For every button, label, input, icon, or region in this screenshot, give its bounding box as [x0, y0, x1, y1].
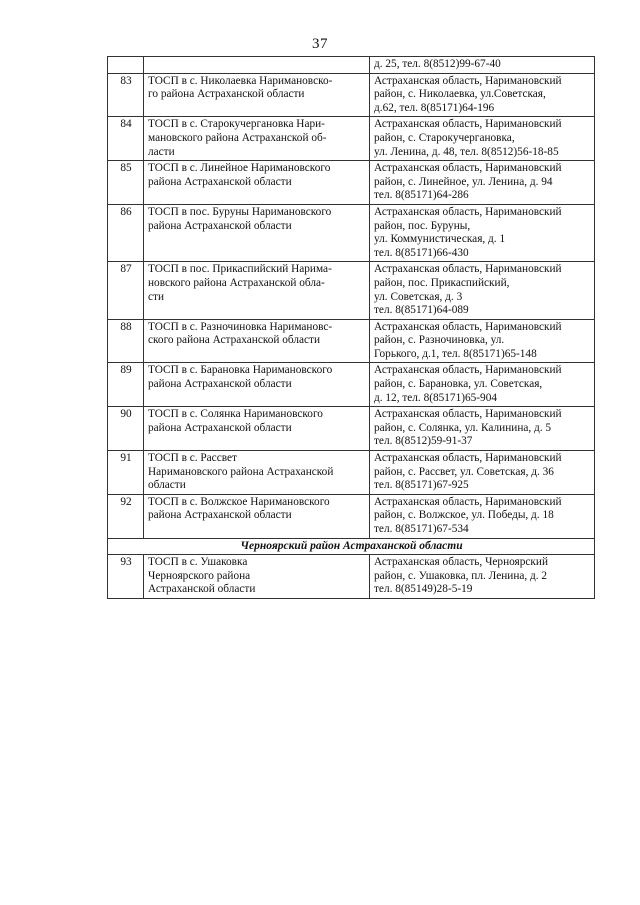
row-number: 92	[108, 494, 144, 538]
address-line: тел. 8(85171)67-534	[374, 523, 469, 535]
office-name-line: ТОСП в с. Николаевка Наримановско-	[148, 74, 333, 87]
address-line: район, пос. Буруны,	[374, 219, 471, 232]
address-line: тел. 8(85171)64-089	[374, 304, 469, 317]
office-name-line: сти	[148, 290, 164, 303]
address-cell	[370, 451, 595, 495]
address-line: ул. Ленина, д. 48, тел. 8(8512)56-18-85	[374, 145, 559, 158]
address-cell	[370, 117, 595, 161]
table-row	[108, 73, 595, 117]
section-heading: Черноярский район Астраханской области	[108, 538, 595, 555]
address-cell	[370, 161, 595, 205]
row-number: 88	[108, 319, 144, 363]
table-row	[108, 451, 595, 495]
table-row	[108, 204, 595, 261]
row-number: 90	[108, 407, 144, 451]
address-cell	[370, 494, 595, 538]
address-cell	[370, 319, 595, 363]
address-cell	[370, 262, 595, 319]
office-name-line: ТОСП в с. Линейное Наримановского	[148, 162, 331, 175]
address-line: тел. 8(85171)64-286	[374, 189, 469, 202]
registry-table	[107, 56, 595, 599]
address-line: Астраханская область, Наримановский	[374, 408, 562, 421]
table-row	[108, 262, 595, 319]
address-line: тел. 8(8512)59-91-37	[374, 435, 473, 448]
address-line: ул. Советская, д. 3	[374, 290, 463, 303]
page-number: 37	[312, 36, 328, 52]
office-name-cell	[144, 262, 370, 319]
office-name-line: ТОСП в с. Старокучергановка Нари-	[148, 118, 325, 131]
address-line: район, с. Рассвет, ул. Советская, д. 36	[374, 465, 554, 478]
office-name-cell	[144, 407, 370, 451]
address-cell	[370, 555, 595, 599]
address-line: Астраханская область, Наримановский	[374, 364, 562, 377]
row-number: 89	[108, 363, 144, 407]
office-name-cell	[144, 319, 370, 363]
office-name-line: Наримановского района Астраханской	[148, 465, 334, 478]
office-name-cell	[144, 494, 370, 538]
address-line: Астраханская область, Наримановский	[374, 263, 562, 276]
table-row	[108, 407, 595, 451]
address-cell	[370, 363, 595, 407]
row-number: 84	[108, 117, 144, 161]
table-row	[108, 319, 595, 363]
registry-table-body	[108, 57, 595, 599]
row-number: 86	[108, 204, 144, 261]
address-line: район, с. Барановка, ул. Советская,	[374, 378, 543, 391]
office-name-line: ского района Астраханской области	[148, 334, 321, 347]
office-name-line: района Астраханской области	[148, 421, 292, 434]
office-name-line: области	[148, 479, 186, 492]
row-number: 91	[108, 451, 144, 495]
address-line: район, с. Разночиновка, ул.	[374, 334, 505, 347]
office-name-line: ТОСП в пос. Буруны Наримановского	[148, 205, 332, 218]
section-row	[108, 538, 595, 555]
row-number-cell	[108, 57, 144, 74]
address-line: д. 25, тел. 8(8512)99-67-40	[374, 58, 501, 70]
office-name-cell	[144, 204, 370, 261]
office-name-line: района Астраханской области	[148, 378, 292, 391]
address-cell	[370, 204, 595, 261]
address-line: д. 12, тел. 8(85171)65-904	[374, 391, 497, 404]
address-line: район, пос. Прикаспийский,	[374, 276, 510, 289]
office-name-line: ТОСП в с. Волжское Наримановского	[148, 495, 330, 508]
office-name-cell	[144, 57, 370, 74]
address-line: Астраханская область, Черноярский	[374, 556, 548, 569]
continuation-row	[108, 57, 595, 74]
office-name-line: мановского района Астраханской об-	[148, 131, 327, 144]
address-line: район, с. Николаевка, ул.Советская,	[374, 88, 546, 101]
address-line: район, с. Старокучергановка,	[374, 131, 515, 144]
office-name-line: ТОСП в с. Рассвет	[148, 452, 237, 465]
office-name-cell	[144, 451, 370, 495]
address-line: Астраханская область, Наримановский	[374, 320, 562, 333]
office-name-line: района Астраханской области	[148, 219, 292, 232]
office-name-line: ТОСП в с. Разночиновка Наримановс-	[148, 320, 333, 333]
address-line: Астраханская область, Наримановский	[374, 452, 562, 465]
address-line: район, с. Волжское, ул. Победы, д. 18	[374, 509, 554, 522]
address-line: Астраханская область, Наримановский	[374, 205, 562, 218]
office-name-line: ТОСП в с. Ушаковка	[148, 556, 248, 569]
address-line: ул. Коммунистическая, д. 1	[374, 233, 506, 246]
table-row	[108, 494, 595, 538]
address-line: Астраханская область, Наримановский	[374, 118, 562, 131]
table-row	[108, 117, 595, 161]
address-line: район, с. Ушаковка, пл. Ленина, д. 2	[374, 569, 548, 582]
office-name-line: ТОСП в с. Барановка Наримановского	[148, 364, 333, 377]
address-line: Астраханская область, Наримановский	[374, 74, 562, 87]
office-name-line: ТОСП в пос. Прикаспийский Нарима-	[148, 263, 332, 276]
row-number: 87	[108, 262, 144, 319]
address-cell	[370, 57, 595, 74]
office-name-line: Черноярского района	[148, 569, 251, 582]
office-name-line: Астраханской области	[148, 583, 256, 596]
office-name-cell	[144, 555, 370, 599]
address-line: Астраханская область, Наримановский	[374, 162, 562, 175]
address-line: д.62, тел. 8(85171)64-196	[374, 101, 495, 114]
address-line: район, с. Солянка, ул. Калинина, д. 5	[374, 421, 552, 434]
office-name-cell	[144, 117, 370, 161]
office-name-line: ласти	[148, 145, 175, 158]
office-name-line: ТОСП в с. Солянка Наримановского	[148, 408, 323, 421]
row-number: 85	[108, 161, 144, 205]
office-name-line: района Астраханской области	[148, 509, 292, 522]
row-number: 83	[108, 73, 144, 117]
office-name-line: новского района Астраханской обла-	[148, 276, 325, 289]
address-line: тел. 8(85171)66-430	[374, 246, 469, 259]
address-line: Астраханская область, Наримановский	[374, 495, 562, 508]
office-name-cell	[144, 161, 370, 205]
address-line: Горького, д.1, тел. 8(85171)65-148	[374, 347, 537, 360]
office-name-line: района Астраханской области	[148, 175, 292, 188]
row-number: 93	[108, 555, 144, 599]
address-line: район, с. Линейное, ул. Ленина, д. 94	[374, 175, 553, 188]
office-name-cell	[144, 363, 370, 407]
office-name-line: го района Астраханской области	[148, 88, 305, 101]
address-cell	[370, 73, 595, 117]
address-line: тел. 8(85149)28-5-19	[374, 583, 473, 596]
address-line: тел. 8(85171)67-925	[374, 479, 469, 492]
table-row	[108, 161, 595, 205]
table-row	[108, 363, 595, 407]
address-cell	[370, 407, 595, 451]
table-row	[108, 555, 595, 599]
office-name-cell	[144, 73, 370, 117]
